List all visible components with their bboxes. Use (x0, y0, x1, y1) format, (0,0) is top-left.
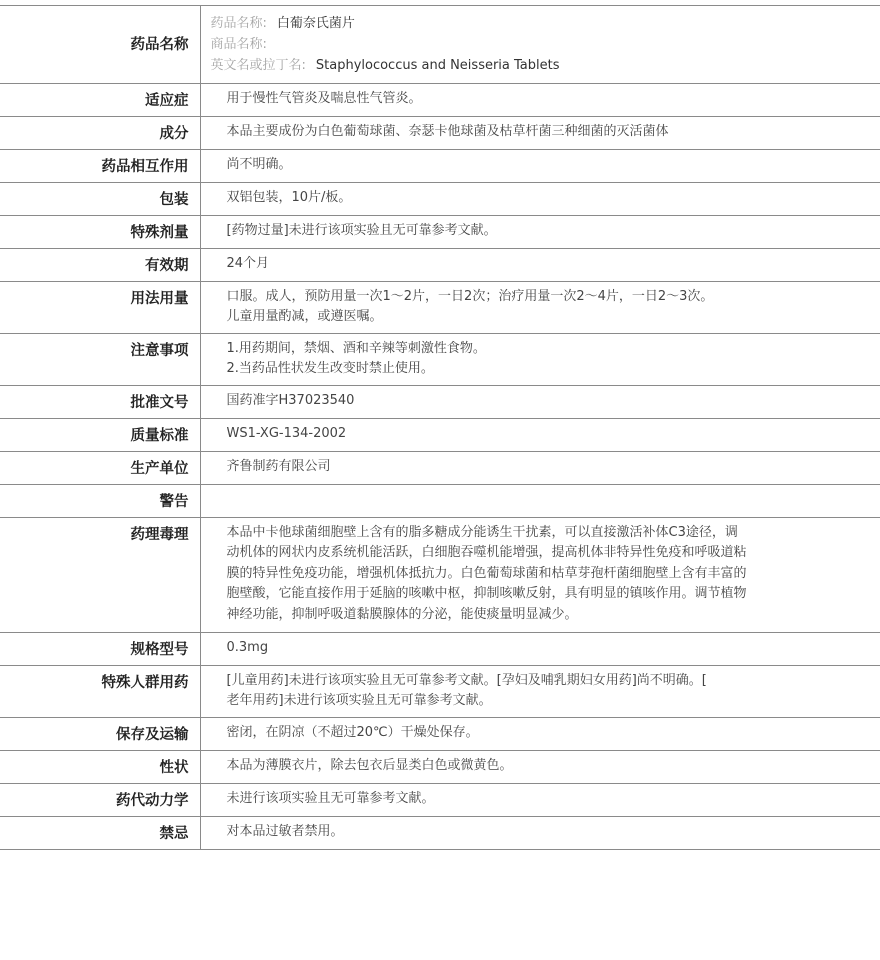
table-row (0, 717, 880, 750)
row-value-line: 国药准字H37023540 (226, 392, 355, 408)
row-value-line: 尚不明确。 (226, 156, 292, 172)
row-value-line: 用于慢性气管炎及喘息性气管炎。 (226, 90, 422, 106)
row-value (200, 281, 880, 333)
table-row (0, 83, 880, 116)
table-row (0, 484, 880, 517)
row-value (200, 750, 880, 783)
table-row (0, 182, 880, 215)
row-label: 成分 (0, 116, 200, 149)
row-value-line: 0.3mg (226, 639, 269, 655)
row-label: 注意事项 (0, 333, 200, 385)
row-value-line: [药物过量]未进行该项实验且无可靠参考文献。 (226, 222, 497, 238)
row-value-line: 本品为薄膜衣片，除去包衣后显类白色或微黄色。 (226, 757, 513, 773)
row-value (200, 517, 880, 632)
row-value (200, 418, 880, 451)
generic-name-line (211, 13, 871, 34)
table-row (0, 333, 880, 385)
trade-name-key: 商品名称: (210, 37, 267, 52)
row-value-line: 齐鲁制药有限公司 (226, 458, 331, 474)
row-label: 药品相互作用 (0, 149, 200, 182)
row-value (200, 632, 880, 665)
row-label: 特殊人群用药 (0, 665, 200, 717)
row-value (200, 816, 880, 849)
drug-info-table-body (0, 5, 880, 849)
row-value-line: 动机体的网状内皮系统机能活跃，白细胞吞噬机能增强，提高机体非特异性免疫和呼吸道粘 (226, 545, 747, 560)
row-value (200, 149, 880, 182)
trade-name-line (211, 34, 871, 55)
row-value-line: 老年用药]未进行该项实验且无可靠参考文献。 (226, 693, 492, 708)
table-row (0, 517, 880, 632)
table-row (0, 418, 880, 451)
row-label: 规格型号 (0, 632, 200, 665)
table-row (0, 750, 880, 783)
row-value-line: 未进行该项实验且无可靠参考文献。 (226, 790, 435, 806)
table-row (0, 385, 880, 418)
table-row (0, 783, 880, 816)
row-value (200, 484, 880, 517)
row-value-line: 口服。成人，预防用量一次1～2片，一日2次；治疗用量一次2～4片，一日2～3次。 (226, 288, 714, 304)
row-label: 有效期 (0, 248, 200, 281)
row-label: 批准文号 (0, 385, 200, 418)
table-row (0, 665, 880, 717)
table-row (0, 149, 880, 182)
row-value-line: 密闭，在阴凉（不超过20℃）干燥处保存。 (226, 724, 479, 740)
row-value (200, 248, 880, 281)
row-value (200, 665, 880, 717)
table-row (0, 215, 880, 248)
row-value (200, 451, 880, 484)
row-value-line: [儿童用药]未进行该项实验且无可靠参考文献。[孕妇及哺乳期妇女用药]尚不明确。[ (226, 672, 707, 688)
row-value-line: 胞壁酸，它能直接作用于延脑的咳嗽中枢，抑制咳嗽反射，具有明显的镇咳作用。调节植物 (226, 586, 747, 601)
row-value (200, 333, 880, 385)
table-row (0, 248, 880, 281)
row-value-line: 对本品过敏者禁用。 (226, 823, 344, 839)
row-value-line: 膜的特异性免疫功能，增强机体抵抗力。白色葡萄球菌和枯草芽孢杆菌细胞壁上含有丰富的 (226, 565, 747, 581)
table-row (0, 632, 880, 665)
row-label: 用法用量 (0, 281, 200, 333)
drug-info-table (0, 5, 880, 850)
row-value (200, 83, 880, 116)
row-label: 适应症 (0, 83, 200, 116)
table-row (0, 116, 880, 149)
english-name-value: Staphylococcus and Neisseria Tablets (315, 58, 560, 73)
row-value-line: 2.当药品性状发生改变时禁止使用。 (226, 361, 434, 376)
row-value (200, 182, 880, 215)
row-value-line: 双铝包装，10片/板。 (226, 189, 352, 205)
row-label: 生产单位 (0, 451, 200, 484)
row-value (200, 783, 880, 816)
row-value-line: 本品主要成份为白色葡萄球菌、奈瑟卡他球菌及枯草杆菌三种细菌的灭活菌体 (226, 123, 669, 139)
row-label: 药品名称 (0, 5, 200, 83)
table-row (0, 451, 880, 484)
row-label: 质量标准 (0, 418, 200, 451)
row-label: 保存及运输 (0, 717, 200, 750)
row-label: 包装 (0, 182, 200, 215)
row-value (200, 215, 880, 248)
row-value-line: WS1-XG-134-2002 (226, 425, 347, 441)
row-label: 特殊剂量 (0, 215, 200, 248)
row-value (200, 116, 880, 149)
english-name-key: 英文名或拉丁名: (210, 58, 306, 73)
row-label: 药理毒理 (0, 517, 200, 632)
row-value-line: 本品中卡他球菌细胞壁上含有的脂多糖成分能诱生干扰素，可以直接激活补体C3途径，调 (226, 524, 738, 540)
row-value-line: 24个月 (226, 255, 270, 271)
table-row (0, 816, 880, 849)
row-label: 药代动力学 (0, 783, 200, 816)
generic-name-key: 药品名称: (210, 16, 267, 31)
row-value (200, 385, 880, 418)
table-row (0, 281, 880, 333)
drug-name-values (200, 5, 880, 83)
row-value-line: 儿童用量酌减，或遵医嘱。 (226, 309, 383, 324)
row-label: 警告 (0, 484, 200, 517)
row-label: 性状 (0, 750, 200, 783)
row-label: 禁忌 (0, 816, 200, 849)
drug-name-row (0, 5, 880, 83)
row-value-line: 1.用药期间，禁烟、酒和辛辣等刺激性食物。 (226, 340, 486, 356)
row-value (200, 717, 880, 750)
row-value-line: 神经功能，抑制呼吸道黏膜腺体的分泌，能使痰量明显减少。 (226, 606, 578, 622)
english-name-line (211, 55, 871, 76)
generic-name-value: 白葡奈氏菌片 (276, 16, 355, 31)
